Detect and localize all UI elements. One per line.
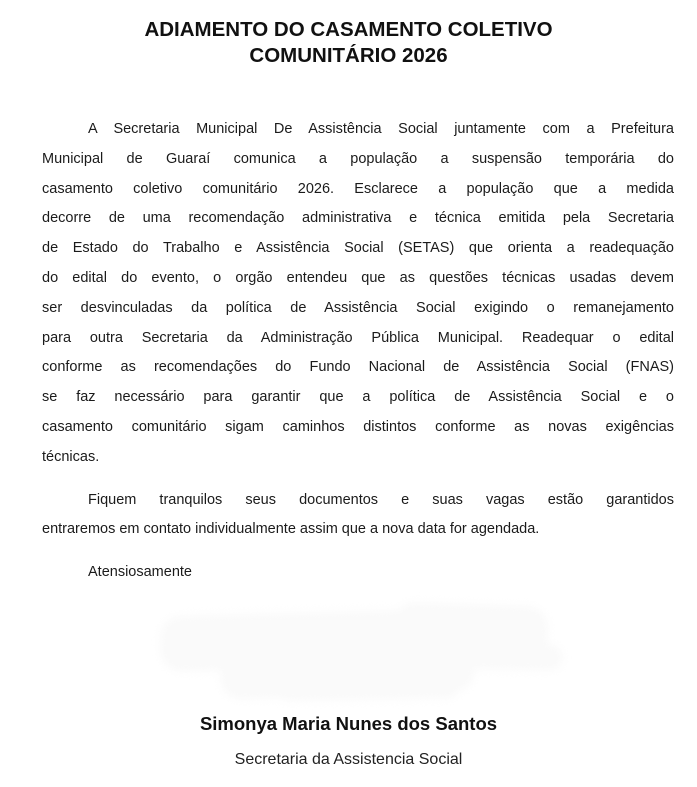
paragraph [42,115,674,473]
smudge-blob [219,648,475,701]
text-line: do edital do evento, o orgão entendeu que as questões técnicas usadas devem [42,269,674,286]
smudge-blob [278,678,458,701]
text-line: entraremos em contato individualmente assim que a nova data for agendada. [42,521,540,538]
paragraph [42,558,674,588]
erased-signature-smudge [158,602,558,706]
text-line: decorre de uma recomendação administrativa e técnica emitida pela Secretaria [42,210,674,227]
text-line: Municipal de Guaraí comunica a população a suspensão temporária do [42,150,674,167]
document-title-line-1: ADIAMENTO DO CASAMENTO COLETIVO [144,18,553,41]
text-line: de Estado do Trabalho e Assistência Social (SETAS) que orienta a readequação [42,240,674,257]
smudge-blob [458,643,563,671]
smudge-blob [159,608,490,673]
document-title [0,17,697,68]
paragraph [42,486,674,546]
document-body [42,115,674,588]
text-line: se faz necessário para garantir que a política de Assistência Social e o [42,389,674,406]
text-line: casamento comunitário sigam caminhos distintos conforme as novas exigências [42,418,674,435]
text-line: conforme as recomendações do Fundo Nacional de Assistência Social (FNAS) [42,359,674,376]
text-line: para outra Secretaria da Administração Pública Municipal. Readequar o edital [42,329,674,346]
text-line: casamento coletivo comunitário 2026. Esclarece a população que a medida [42,180,674,197]
text-line: ser desvinculadas da política de Assistência Social exigindo o remanejamento [42,299,674,316]
text-line: Atensiosamente [88,564,192,581]
signatory-role: Secretaria da Assistencia Social [234,751,463,768]
text-line: Fiquem tranquilos seus documentos e suas vagas estão garantidos [88,491,674,508]
text-line: A Secretaria Municipal De Assistência Social juntamente com a Prefeitura [88,121,674,137]
signatory-name: Simonya Maria Nunes dos Santos [199,713,498,734]
smudge-blob [392,601,549,668]
document-title-line-2: COMUNITÁRIO 2026 [249,43,448,67]
text-line: técnicas. [42,448,100,465]
